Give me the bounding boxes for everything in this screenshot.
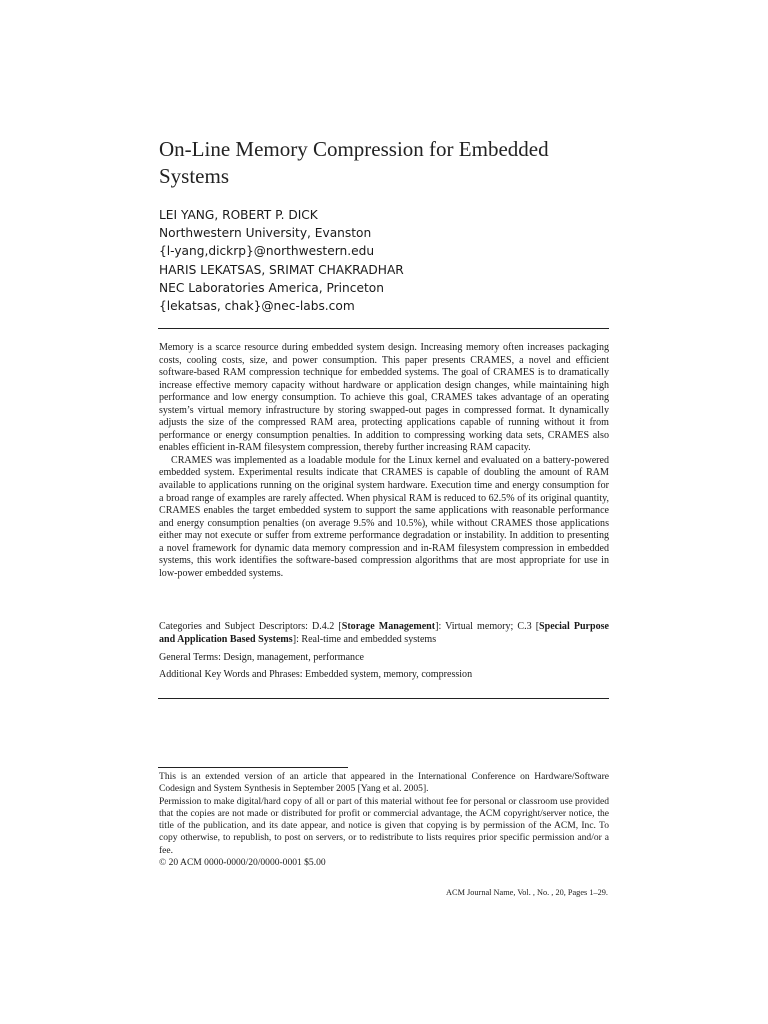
abstract-paragraph-1: Memory is a scarce resource during embedded system design. Increasing memory often increases packaging costs, cooling costs, size, and power consumption. This paper presents CRAMES, a novel and efficient software-based RAM compression technique for embedded systems. The goal of CRAMES is to dramatically increase effective memory capacity without hardware or application design changes, while maintaining high performance and low energy consumption. To achieve this goal, CRAMES takes advantage of an operating system’s virtual memory infrastructure by storing swapped-out pages in compressed format. It dynamically adjusts the size of the compressed RAM area, protecting applications capable of running without it from performance or energy consumption penalties. In addition to compressing working data sets, CRAMES also enables efficient in-RAM filesystem compression, thereby further increasing RAM capacity. [159,342,609,454]
keywords: Additional Key Words and Phrases: Embedded system, memory, compression [159,669,473,680]
categories-suffix: ]: Real-time and embedded systems [292,633,437,645]
categories-mid: ]: Virtual memory; C.3 [ [435,621,540,632]
footnote-permission: Permission to make digital/hard copy of all or part of this material without fee for personal or classroom use provided that the copies are not made or distributed for profit or commercial advantage, the ACM copyright/server notice, the title of the publication, and its date appear, and notice is given that copying is by permission of the ACM, Inc. To copy otherwise, to republish, to post on servers, or to redistribute to lists requires prior specific permission and/or a fee. [159,795,609,856]
author-block [159,206,609,315]
author-affiliation-group2: NEC Laboratories America, Princeton [159,280,384,295]
journal-footer: ACM Journal Name, Vol. , No. , 20, Pages 1–29. [446,888,608,897]
author-email-group2: {lekatsas, chak}@nec-labs.com [159,299,355,314]
footnote-copyright: © 20 ACM 0000-0000/20/0000-0001 $5.00 [159,857,326,869]
top-divider [158,328,609,329]
bottom-divider [158,698,609,699]
author-names-group2: HARIS LEKATSAS, SRIMAT CHAKRADHAR [159,262,404,277]
abstract-paragraph-2: CRAMES was implemented as a loadable module for the Linux kernel and evaluated on a battery-powered embedded system. Experimental results indicate that CRAMES is capable of doubling the amount of RAM available to applications running on the original system hardware. Execution time and energy consumption for a broad range of examples are rarely affected. When physical RAM is reduced to 62.5% of its original quantity, CRAMES enables the target embedded system to support the same applications with reasonable performance and energy consumption penalties (on average 9.5% and 10.5%), while without CRAMES those applications either may not execute or suffer from extreme performance degradation or instability. In addition to presenting a novel framework for dynamic data memory compression and in-RAM filesystem compression in embedded systems, this work identifies the software-based compression algorithms that are most appropriate for use in low-power embedded systems. [159,454,609,579]
general-terms: General Terms: Design, management, performance [159,652,364,663]
author-names-group1: LEI YANG, ROBERT P. DICK [159,208,318,222]
categories-term-storage: Storage Management [341,621,436,632]
paper-title: On-Line Memory Compression for Embedded Systems [159,137,549,188]
categories-prefix: Categories and Subject Descriptors: D.4.2 [ [159,621,342,632]
footnote-divider [158,767,348,768]
footnote-extended-version: This is an extended version of an article that appeared in the International Conference on Hardware/Software Codesign and System Synthesis in September 2005 [Yang et al. 2005]. [159,771,609,795]
footnote [159,771,609,869]
author-affiliation-group1: Northwestern University, Evanston [159,226,372,241]
abstract [159,342,609,580]
categories-term-special: Special Purpose and Application Based Systems [159,621,609,645]
author-email-group1: {l-yang,dickrp}@northwestern.edu [159,244,375,259]
categories-descriptors [159,621,609,646]
